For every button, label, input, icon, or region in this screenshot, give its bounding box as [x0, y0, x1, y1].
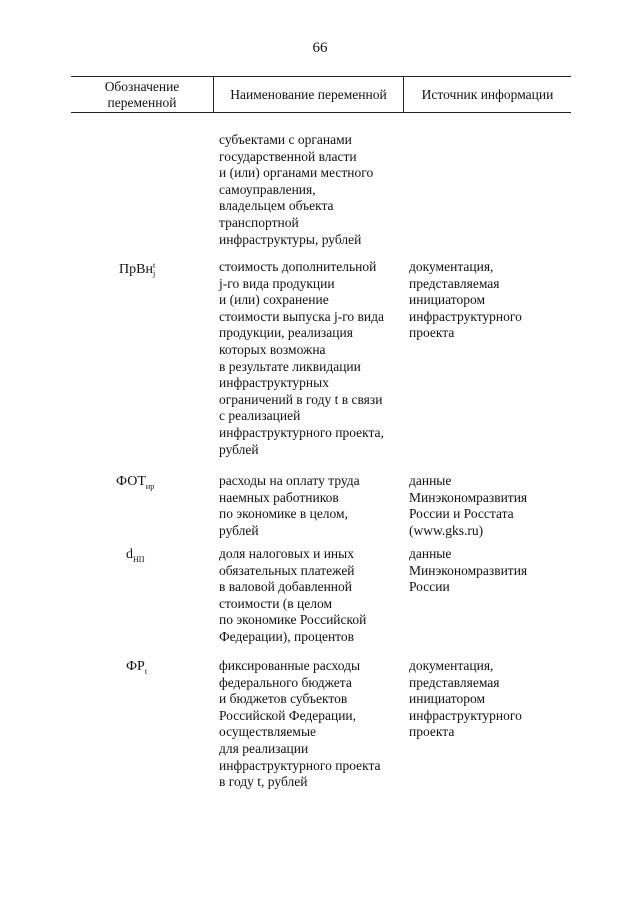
text-line: субъектами с органами — [219, 132, 352, 147]
text-line: стоимость дополнительной — [219, 259, 377, 274]
text-line: по экономике в целом, — [219, 506, 348, 522]
text-line: расходы на оплату труда — [219, 473, 360, 488]
symbol-superscript: t — [152, 261, 156, 270]
header-col1-line1: Обозначение — [104, 78, 180, 94]
text-line: для реализации — [219, 740, 309, 756]
row-2-source — [409, 473, 527, 539]
text-line: инфраструктурного проекта, — [219, 424, 384, 440]
text-line: федерального бюджета — [219, 674, 352, 690]
text-line: проекта — [409, 325, 455, 341]
text-line: с реализацией — [219, 408, 301, 424]
text-line: продукции, реализация — [219, 325, 353, 341]
text-line: в году t, рублей — [219, 774, 308, 790]
text-line: представляемая — [409, 674, 500, 690]
variable-symbol-fot — [116, 474, 154, 491]
text-line: осуществляемые — [219, 724, 317, 740]
text-line: по экономике Российской — [219, 612, 367, 628]
header-source: Источник информации — [421, 86, 554, 102]
text-line: стоимости выпуска j-го вида — [219, 308, 384, 324]
header-col1-line2: переменной — [107, 94, 177, 110]
symbol-main: d — [126, 547, 133, 562]
row-3-name — [219, 546, 366, 646]
text-line: самоуправления, — [219, 181, 316, 197]
table-header-rule — [71, 112, 571, 113]
text-line: доля налоговых и иных — [219, 546, 354, 561]
text-line: ограничений в году t в связи — [219, 391, 383, 407]
row-2-name — [219, 473, 360, 539]
text-line: Федерации), процентов — [219, 628, 355, 644]
symbol-subscript: t — [144, 666, 148, 676]
text-line: документация, — [409, 259, 494, 274]
symbol-subscript: j — [152, 269, 156, 278]
text-line: России — [409, 579, 450, 595]
text-line: которых возможна — [219, 341, 326, 357]
text-line: владельцем объекта — [219, 198, 334, 214]
header-variable-symbol — [71, 77, 213, 112]
text-line: инициатором — [409, 691, 486, 707]
text-line: и бюджетов субъектов — [219, 691, 348, 707]
text-line: наемных работников — [219, 489, 339, 505]
text-line: государственной власти — [219, 148, 357, 164]
variable-symbol-d-np — [126, 547, 145, 564]
text-line: в валовой добавленной — [219, 579, 353, 595]
row-1-source — [409, 259, 522, 342]
text-line: инфраструктурного — [409, 707, 522, 723]
variable-symbol-fr — [126, 659, 147, 676]
symbol-main: ФОТ — [116, 474, 146, 489]
text-line: Российской Федерации, — [219, 707, 357, 723]
symbol-main: ПрВн — [119, 262, 153, 278]
text-line: инфраструктурного — [409, 308, 522, 324]
text-line: инфраструктуры, рублей — [219, 231, 362, 247]
text-line: и (или) сохранение — [219, 292, 329, 308]
text-line: рублей — [219, 441, 259, 457]
row-1-name — [219, 259, 384, 458]
text-line: фиксированные расходы — [219, 658, 361, 673]
row-3-source — [409, 546, 527, 596]
variable-symbol-prvn — [119, 262, 155, 278]
symbol-main: ФР — [126, 659, 145, 674]
text-line: инфраструктурного проекта — [219, 757, 381, 773]
text-line: инициатором — [409, 292, 486, 308]
text-line: в результате ликвидации — [219, 358, 361, 374]
symbol-subscript: нр — [145, 481, 155, 491]
text-line: и (или) органами местного — [219, 165, 374, 181]
continuation-name — [219, 132, 373, 248]
text-line: представляемая — [409, 275, 500, 291]
text-line: инфраструктурных — [219, 375, 329, 391]
text-line: данные — [409, 546, 452, 561]
row-4-source — [409, 658, 522, 741]
text-line: данные — [409, 473, 452, 488]
header-variable-name: Наименование переменной — [230, 86, 387, 102]
text-line: Минэкономразвития — [409, 562, 528, 578]
page-number: 66 — [312, 40, 328, 56]
text-line: России и Росстата — [409, 506, 514, 522]
text-line: проекта — [409, 724, 455, 740]
text-line: обязательных платежей — [219, 562, 355, 578]
symbol-subscript: НП — [133, 554, 145, 564]
text-line: Минэкономразвития — [409, 489, 528, 505]
text-line: стоимости (в целом — [219, 595, 333, 611]
row-4-name — [219, 658, 381, 791]
text-line: (www.gks.ru) — [409, 522, 484, 538]
text-line: транспортной — [219, 214, 299, 230]
text-line: j-го вида продукции — [219, 275, 335, 291]
text-line: документация, — [409, 658, 494, 673]
text-line: рублей — [219, 522, 259, 538]
